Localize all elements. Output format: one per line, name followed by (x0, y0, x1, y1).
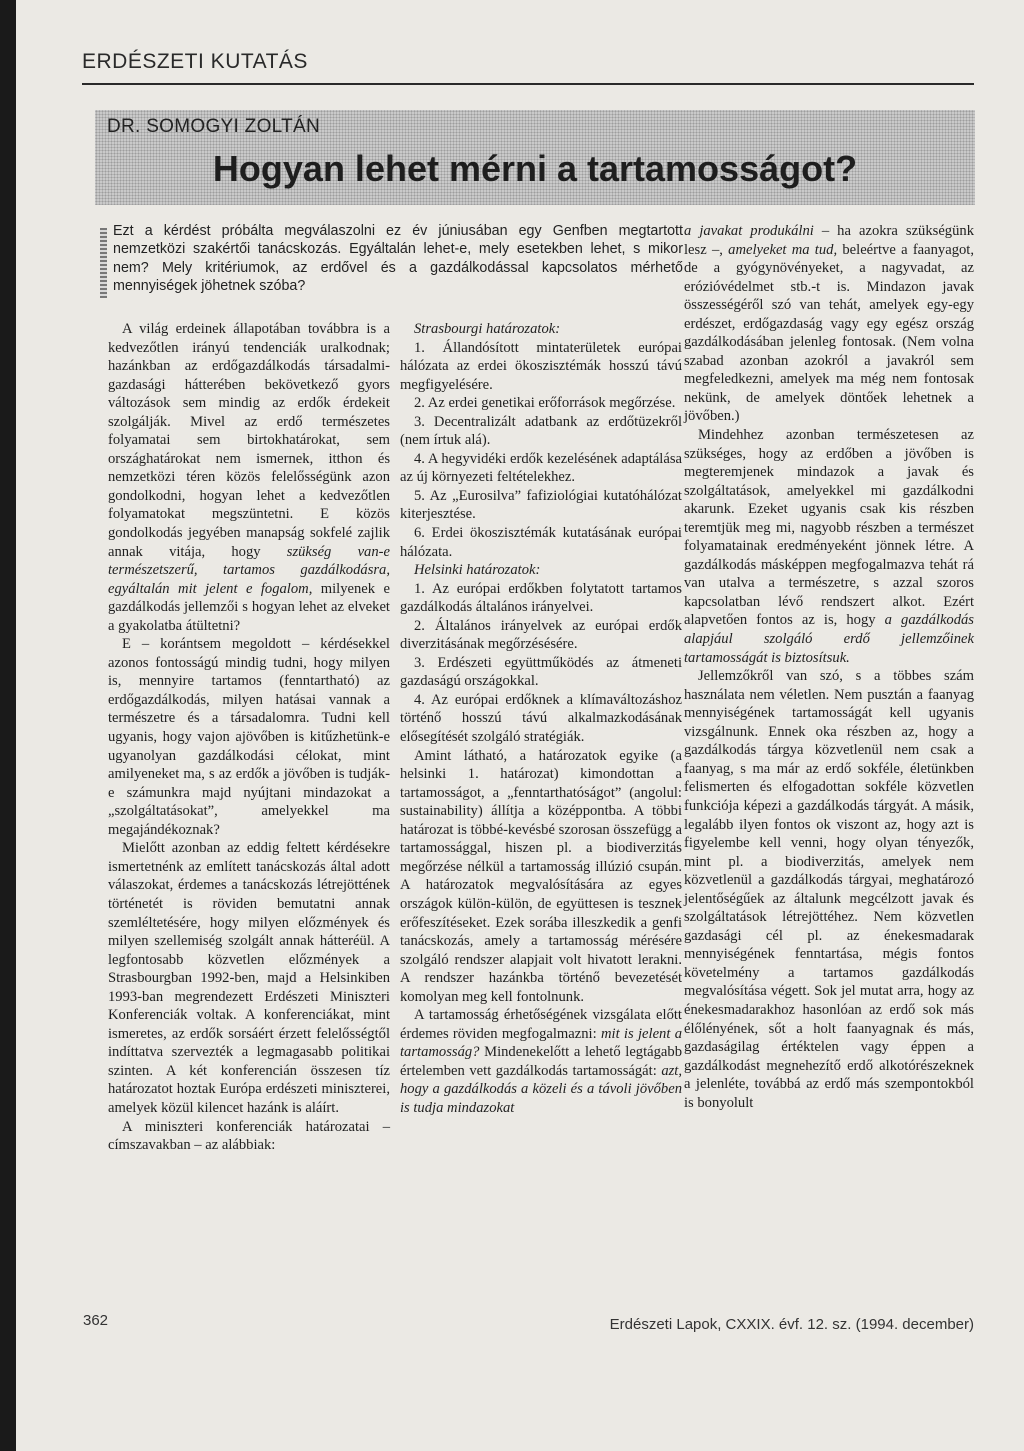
strasbourg-item-3: 3. Decentralizált adatbank az erdőtüzekről (nem írtuk alá). (400, 413, 682, 449)
column-3 (684, 222, 974, 1112)
text-span: Mindehhez azonban természetesen az szükséges, hogy az erdőben a jövőben is megteremjenek mindazok a javak és szolgáltatások, amelyekkel mi gazdálkodni akarunk. Ezeket ugyanis csak kis részben teremtjük meg mi, nagyobb részben a természet folyamatainak eredményeként jönnek létre. A gazdálkodás másképpen megfogalmazva tehát rá van utalva a természetre, s azzal szoros kapcsolatban lévő rendszert alkot. Ezért alapvetően fontos az is, hogy (684, 427, 974, 629)
helsinki-heading: Helsinki határozatok: (414, 562, 541, 579)
column-2 (400, 320, 682, 1118)
col2-paragraph-1: Amint látható, a határozatok egyike (a helsinki 1. határozat) kimondottan a tartamosságot, a „fenntarthatóságot” (angolul: sustainability) állítja a középpontba. A többi határozat is többé-kevésbé szorosan összefügg a tartamossággal, hiszen pl. a biodiverzitás megőrzése nélkül a tartamosság illúzió csupán. A határozatok megvalósítására az egyes országok külön-külön, de együttesen is tesznek erőfeszítéseket. Ezek sorába illeszkedik a genfi tanácskozás, amely a tartamosság mérésére szolgáló rendszer alapjait volt hivatott lerakni. A rendszer hazánkba történő bevezetését komolyan meg kell fontolnunk. (400, 747, 682, 1005)
strasbourg-heading: Strasbourgi határozatok: (414, 321, 561, 337)
col1-paragraph-4: A miniszteri konferenciák határozatai – címszavakban – az alábbiak: (108, 1118, 390, 1154)
article-title: Hogyan lehet mérni a tartamosságot? (212, 148, 858, 189)
column-1 (108, 320, 390, 1155)
text-span: A tartamosság érhetőségének vizsgálata előtt érdemes röviden megfogalmazni: (400, 1007, 682, 1042)
helsinki-item-3: 3. Erdészeti együttműködés az átmeneti gazdaságú országokkal. (400, 654, 682, 690)
lead-marker-bar (100, 228, 107, 298)
italic-span: a javakat produkálni (684, 223, 814, 239)
col2-paragraph-2 (400, 1006, 682, 1117)
text-span: A világ erdeinek állapotában továbbra is a kedvezőtlen irányú tendenciák uralkodnak; hazánkban az erdőgazdálkodás társadalmi-gazdasági hátterében bekövetkező gyors változások sem mindig az erdők érdekeit szolgálják. Mivel az erdő természetes folyamatai sem birtokhatárokat, sem országhatárokat nem ismernek, itthon és nemzetközi téren közös felelősségünk azon gondolkodni, hogyan lehet a kedvezőtlen folyamatokat megszüntetni. E közös gondolkodás jegyében manapság sokfelé zajlik annak vitája, hogy (108, 321, 390, 560)
strasbourg-item-4: 4. A hegyvidéki erdők kezelésének adaptálása az új környezeti feltételekhez. (400, 450, 682, 486)
text-span: milyenek e gazdálkodás jellemzői s hogyan lehet az elveket a gyakolatba átültetni? (108, 580, 390, 634)
italic-span: azt, hogy a gazdálkodás a közeli és a távoli jövőben is tudja mindazokat (400, 1062, 682, 1116)
title-banner (95, 110, 975, 205)
text-span: Mindenekelőtt a lehető legtágabb értelemben vett gazdálkodás tartamosságát: (400, 1044, 682, 1079)
strasbourg-item-6: 6. Erdei ökoszisztémák kutatásának európai hálózata. (400, 525, 682, 560)
lead-paragraph: Ezt a kérdést próbálta megválaszolni ez év júniusában egy Genfben megtartott nemzetközi szakértői tanácskozás. Egyáltalán lehet-e, mely esetekben lehet, s mikor nem? Mely kritériumok, az erdővel és a gazdálkodással kapcsolatos mérhető mennyiségek jöhetnek szóba? (113, 223, 683, 294)
col1-paragraph-1 (108, 320, 390, 635)
col3-paragraph-1 (684, 222, 974, 426)
text-span: – ha azokra szükségünk lesz –, (684, 223, 974, 258)
col3-paragraph-2 (684, 426, 974, 667)
strasbourg-item-2: 2. Az erdei genetikai erőforrások megőrzése. (414, 395, 676, 412)
strasbourg-item-5: 5. Az „Eurosilva” fafiziológiai kutatóhálózat kiterjesztése. (400, 487, 682, 523)
italic-span: a gazdálkodás alapjául szolgáló erdő jellemzőinek tartamosságát is biztosítsuk. (684, 612, 974, 666)
italic-span: amelyeket ma tud, (728, 241, 838, 258)
italic-span: mit is jelent a tartamosság? (400, 1025, 683, 1061)
strasbourg-item-1: 1. Állandósított mintaterületek európai hálózata az erdei ökoszisztémák hosszú távú megfigyelésére. (400, 339, 682, 393)
col1-paragraph-3: Mielőtt azonban az eddig feltett kérdésekre ismertetnénk az említett tanácskozás által adott válaszokat, érdemes a tanácskozás létrejöttének történetét is röviden bemutatni annak szemléltetésére, hogy milyen előzmények és milyen szellemiség szolgált annak hátteréül. A legfontosabb közvetlen előzmények a Strasbourgban 1992-ben, majd a Helsinkiben 1993-ban megrendezett Erdészeti Miniszteri Konferenciák voltak. A konferenciákat, mint ismeretes, az erdők sorsáért érzett felelősségtől indíttatva szervezték a legmagasabb politikai szinten. A két konferencián összesen tíz határozatot hoztak Európa erdészeti miniszterei, amelyek közül kilencet hazánk is aláírt. (108, 840, 390, 1116)
page-number: 362 (83, 1312, 109, 1329)
col3-paragraph-3: Jellemzőkről van szó, s a többes szám használata nem véletlen. Nem pusztán a faanyag mennyiségének tartamosságát kell ugyanis vizsgálnunk. Ennek oka részben az, hogy a gazdálkodás tárgya közvetlenül nem csak a faanyag, s ma már az erdő sokféle, életünkben felismerten és elfogadottan sokféle közvetlen funkciója képezi a gazdálkodás tárgyát. A másik, legalább ilyen fontos ok viszont az, hogy azt is figyelembe kell venni, hogy olyan tényezők, mint pl. a biodiverzitás, amelyek nem közvetlenül a gazdálkodás tárgyai, meghatározó jelentőségűek az általunk megcélzott javak és szolgáltatások létrejöttéhez. Nem közvetlen gazdasági cél pl. az énekesmadarak mennyiségének fenntartása, mégis fontos követelmény a tartamos gazdálkodás megvalósítása végett. Sok jel mutat arra, hogy az énekesmadarakhoz hasonlóan az erdő sok más élőlényének, sőt a holt faanyagnak és más, gazdaságilag értéktelen vagy éppen a gazdálkodást megnehezítő erdő alkotórészeknek a jelenléte, továbbá az erdő más szempontokból is bonyolult (684, 668, 974, 1111)
text-span: beleértve a faanyagot, de a gyógynövényeket, a nagyvadat, az erózióvédelmet stb.-t is. Mindazon javak összességéről szó van tehát, amelyek egy-egy erdészet, erdőgazdaság vagy egy egész ország gazdálkodásában jelenleg fontosak. (Nem volna szabad azonban azokról a javakról sem megfeledkezni, amelyek ma még nem fontosak nekünk, de amelyek döntőek lehetnek a jövőben.) (684, 241, 974, 425)
journal-page (16, 0, 1024, 1451)
col1-paragraph-2: E – korántsem megoldott – kérdésekkel azonos fontosságú mindig tudni, hogy milyen is, mennyire tartamos (fenntartható) az erdőgazdálkodás, milyen hatásai vannak a természetre és a társadalomra. Tudni kell ugyanis, hogy vajon ajövőben is kitűzhetünk-e ugyanolyan gazdálkodási célokat, mint amilyeneket ma, s az erdők a jövőben is tudják-e számunkra majd nyújtani mindazokat a „szolgáltatásokat”, amelyekkel ma megajándékoznak? (108, 636, 390, 838)
running-head: ERDÉSZETI KUTATÁS (82, 50, 308, 73)
helsinki-item-2: 2. Általános irányelvek az európai erdők diverzitásának megőrzésésére. (400, 617, 682, 653)
helsinki-item-1: 1. Az európai erdőkben folytatott tartamos gazdálkodás általános irányelvei. (400, 580, 682, 616)
issue-citation: Erdészeti Lapok, CXXIX. évf. 12. sz. (1994. december) (609, 1316, 974, 1333)
author-name: DR. SOMOGYI ZOLTÁN (107, 116, 321, 137)
header-rule (82, 83, 974, 85)
helsinki-item-4: 4. Az európai erdőknek a klímaváltozáshoz történő hosszú távú alkalmazkodásának elősegítését szolgáló stratégiák. (400, 691, 682, 746)
italic-span: szükség van-e természetszerű, tartamos gazdálkodásra, egyáltalán mit jelent e fogalom, (108, 543, 390, 597)
